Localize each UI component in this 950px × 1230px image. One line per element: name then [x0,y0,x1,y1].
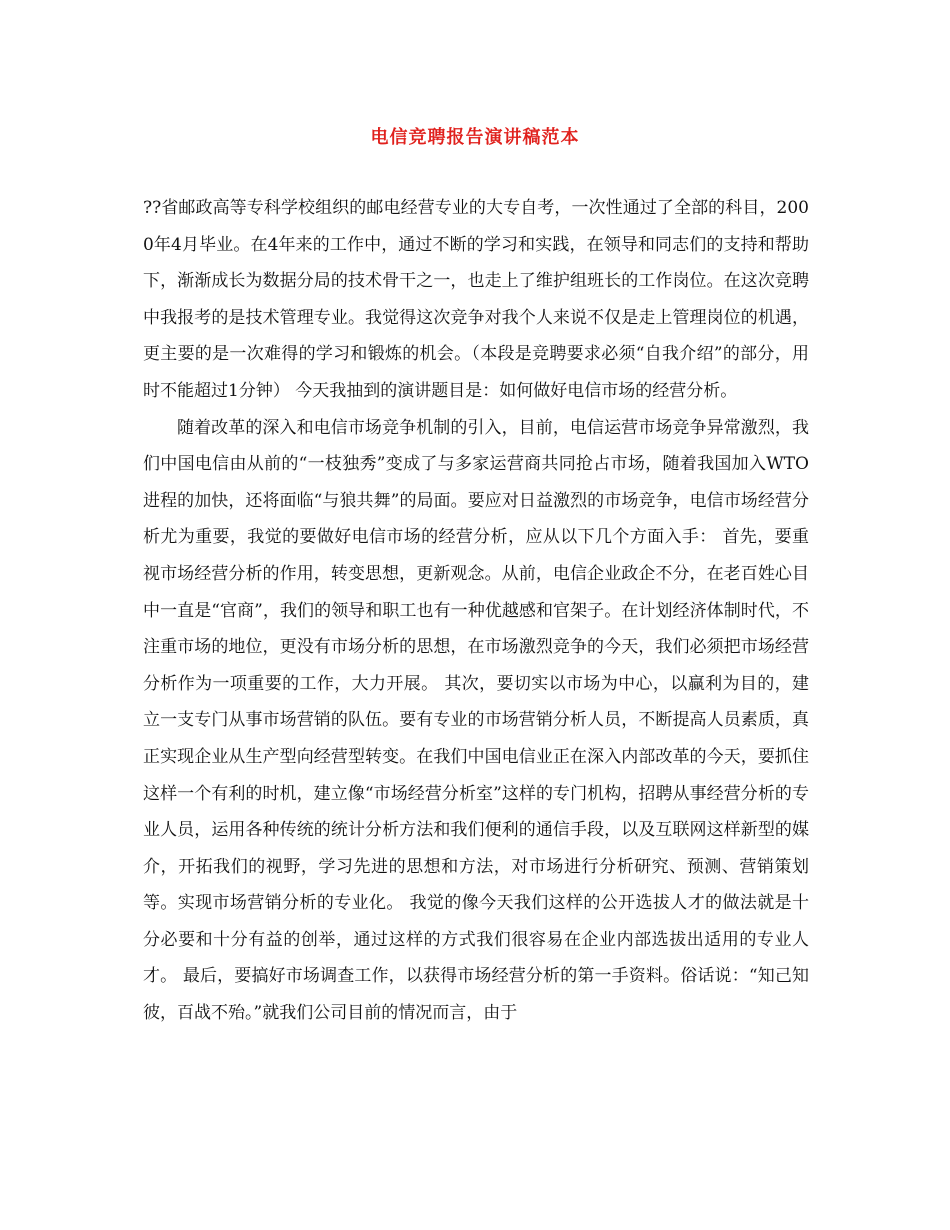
document-title: 电信竞聘报告演讲稿范本 [370,127,580,148]
document-body [143,190,809,1032]
paragraph-analysis: 随着改革的深入和电信市场竞争机制的引入，目前，电信运营市场竞争异常激烈，我们中国电信由从前的“一枝独秀”变成了与多家运营商共同抢占市场，随着我国加入WTO进程的加快，还将面临“与狼共舞”的局面。要应对日益激烈的市场竞争，电信市场经营分析尤为重要，我觉的要做好电信市场的经营分析，应从以下几个方面入手： 首先，要重视市场经营分析的作用，转变思想，更新观念。从前，电信企业政企不分，在老百姓心目中一直是“官商”，我们的领导和职工也有一种优越感和官架子。在计划经济体制时代，不注重市场的地位，更没有市场分析的思想，在市场激烈竞争的今天，我们必须把市场经营分析作为一项重要的工作，大力开展。 其次，要切实以市场为中心，以赢利为目的，建立一支专门从事市场营销的队伍。要有专业的市场营销分析人员，不断提高人员素质，真正实现企业从生产型向经营型转变。在我们中国电信业正在深入内部改革的今天，要抓住这样一个有利的时机，建立像“市场经营分析室”这样的专门机构，招聘从事经营分析的专业人员，运用各种传统的统计分析方法和我们便利的通信手段，以及互联网这样新型的媒介，开拓我们的视野，学习先进的思想和方法，对市场进行分析研究、预测、营销策划等。实现市场营销分析的专业化。 我觉的像今天我们这样的公开选拔人才的做法就是十分必要和十分有益的创举，通过这样的方式我们很容易在企业内部选拔出适用的专业人才。 最后，要搞好市场调查工作，以获得市场经营分析的第一手资料。俗话说：“知己知彼，百战不殆。”就我们公司目前的情况而言，由于 [143,417,809,1024]
paragraph-intro: ??省邮政高等专科学校组织的邮电经营专业的大专自考，一次性通过了全部的科目，2000年4月毕业。在4年来的工作中，通过不断的学习和实践，在领导和同志们的支持和帮助下，渐渐成长为数据分局的技术骨干之一，也走上了维护组班长的工作岗位。在这次竞聘中我报考的是技术管理专业。我觉得这次竞争对我个人来说不仅是走上管理岗位的机遇，更主要的是一次难得的学习和锻炼的机会。（本段是竞聘要求必须“自我介绍”的部分，用时不能超过1分钟） 今天我抽到的演讲题目是：如何做好电信市场的经营分析。 [143,198,809,401]
